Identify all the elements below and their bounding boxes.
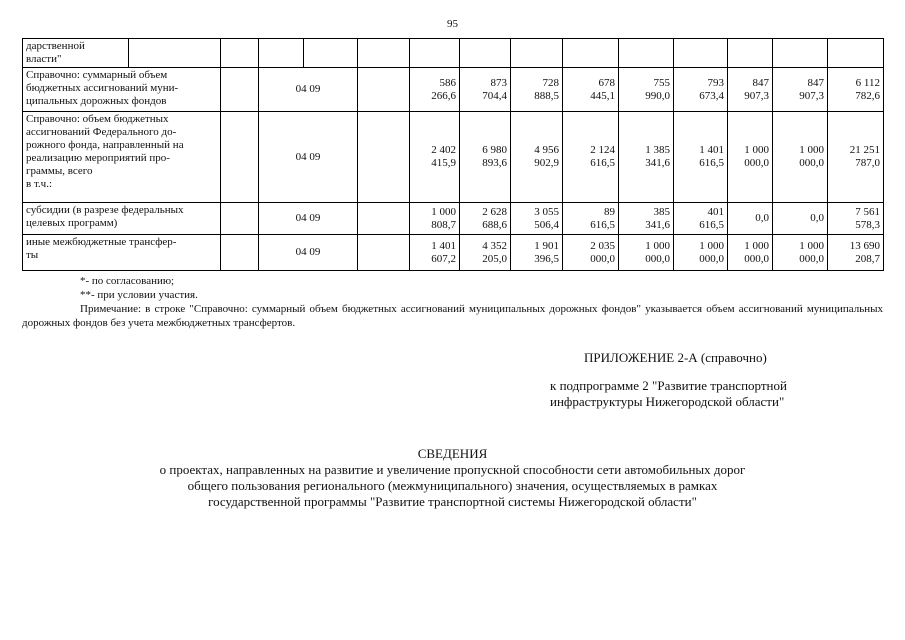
value-cell: 21 251 787,0 bbox=[828, 112, 884, 203]
value-cell: 385 341,6 bbox=[619, 203, 674, 235]
value-cell: 678 445,1 bbox=[563, 68, 619, 112]
table-row bbox=[23, 68, 884, 112]
row-name-cell: иные межбюджетные трансфер- ты bbox=[23, 235, 221, 271]
section-heading bbox=[0, 446, 905, 510]
heading-body: о проектах, направленных на развитие и увеличение пропускной способности сети автомобильных дорог общего пользования регионального (межмуниципального) значения, осуществляемых в рамках государственной программы "Развитие транспортной системы Нижегородской области" bbox=[159, 462, 746, 509]
table-cell bbox=[358, 112, 410, 203]
value-cell: 2 035 000,0 bbox=[563, 235, 619, 271]
value-cell: 6 112 782,6 bbox=[828, 68, 884, 112]
table-cell bbox=[358, 39, 410, 68]
row-name-cell: Справочно: суммарный объем бюджетных ассигнований муни- ципальных дорожных фондов bbox=[23, 68, 221, 112]
page-number: 95 bbox=[447, 18, 458, 30]
value-cell: 4 956 902,9 bbox=[511, 112, 563, 203]
value-cell: 1 000 000,0 bbox=[674, 235, 728, 271]
value-cell: 755 990,0 bbox=[619, 68, 674, 112]
code-cell: 04 09 bbox=[259, 68, 358, 112]
table-cell bbox=[221, 39, 259, 68]
remark-note: Примечание: в строке "Справочно: суммарный объем бюджетных ассигнований муниципальных дорожных фондов" указывается объем ассигнований муниципальных дорожных фондов без учета межбюджетных трансфертов. bbox=[22, 303, 883, 329]
table-cell bbox=[358, 68, 410, 112]
code-cell: 04 09 bbox=[259, 235, 358, 271]
value-cell bbox=[619, 39, 674, 68]
value-cell: 1 000 000,0 bbox=[728, 235, 773, 271]
value-cell: 586 266,6 bbox=[410, 68, 460, 112]
value-cell: 401 616,5 bbox=[674, 203, 728, 235]
value-cell: 3 055 506,4 bbox=[511, 203, 563, 235]
footnote-participation: **- при условии участия. bbox=[80, 289, 198, 301]
value-cell bbox=[410, 39, 460, 68]
table-cell bbox=[304, 39, 358, 68]
table-cell bbox=[221, 112, 259, 203]
code-cell: 04 09 bbox=[259, 203, 358, 235]
value-cell bbox=[773, 39, 828, 68]
code-cell: 04 09 bbox=[259, 112, 358, 203]
table-cell bbox=[221, 203, 259, 235]
table-row bbox=[23, 39, 884, 68]
value-cell: 1 901 396,5 bbox=[511, 235, 563, 271]
footnotes bbox=[22, 274, 883, 330]
value-cell: 1 401 607,2 bbox=[410, 235, 460, 271]
value-cell: 13 690 208,7 bbox=[828, 235, 884, 271]
table-cell bbox=[129, 39, 221, 68]
value-cell: 2 628 688,6 bbox=[460, 203, 511, 235]
table-cell bbox=[221, 235, 259, 271]
table-cell bbox=[358, 235, 410, 271]
value-cell: 1 000 000,0 bbox=[728, 112, 773, 203]
value-cell: 1 385 341,6 bbox=[619, 112, 674, 203]
footnote-agreement: *- по согласованию; bbox=[80, 275, 175, 287]
value-cell: 0,0 bbox=[773, 203, 828, 235]
table-cell bbox=[221, 68, 259, 112]
row-name-cell: Справочно: объем бюджетных ассигнований Федерального до- рожного фонда, направленный на реализацию мероприятий про- граммы, всего в т.ч.: bbox=[23, 112, 221, 203]
value-cell: 7 561 578,3 bbox=[828, 203, 884, 235]
value-cell bbox=[828, 39, 884, 68]
value-cell: 2 124 616,5 bbox=[563, 112, 619, 203]
table-row bbox=[23, 112, 884, 203]
value-cell: 847 907,3 bbox=[728, 68, 773, 112]
value-cell: 873 704,4 bbox=[460, 68, 511, 112]
budget-table bbox=[22, 38, 884, 271]
value-cell bbox=[674, 39, 728, 68]
table-cell bbox=[358, 203, 410, 235]
code-cell bbox=[259, 39, 304, 68]
value-cell: 1 000 000,0 bbox=[773, 112, 828, 203]
row-name-cell: дарственной власти" bbox=[23, 39, 129, 68]
value-cell: 2 402 415,9 bbox=[410, 112, 460, 203]
appendix-title: ПРИЛОЖЕНИЕ 2-А (справочно) bbox=[584, 350, 767, 365]
value-cell: 1 000 000,0 bbox=[619, 235, 674, 271]
appendix-subtitle: к подпрограмме 2 "Развитие транспортной инфраструктуры Нижегородской области" bbox=[550, 378, 787, 409]
value-cell: 1 401 616,5 bbox=[674, 112, 728, 203]
value-cell: 4 352 205,0 bbox=[460, 235, 511, 271]
value-cell: 793 673,4 bbox=[674, 68, 728, 112]
value-cell: 1 000 808,7 bbox=[410, 203, 460, 235]
row-name-cell: субсидии (в разрезе федеральных целевых программ) bbox=[23, 203, 221, 235]
value-cell: 1 000 000,0 bbox=[773, 235, 828, 271]
value-cell bbox=[460, 39, 511, 68]
value-cell: 0,0 bbox=[728, 203, 773, 235]
value-cell bbox=[563, 39, 619, 68]
value-cell: 6 980 893,6 bbox=[460, 112, 511, 203]
value-cell bbox=[511, 39, 563, 68]
value-cell: 847 907,3 bbox=[773, 68, 828, 112]
value-cell bbox=[728, 39, 773, 68]
value-cell: 728 888,5 bbox=[511, 68, 563, 112]
value-cell: 89 616,5 bbox=[563, 203, 619, 235]
table-row bbox=[23, 235, 884, 271]
table-row bbox=[23, 203, 884, 235]
heading-title: СВЕДЕНИЯ bbox=[417, 446, 488, 461]
